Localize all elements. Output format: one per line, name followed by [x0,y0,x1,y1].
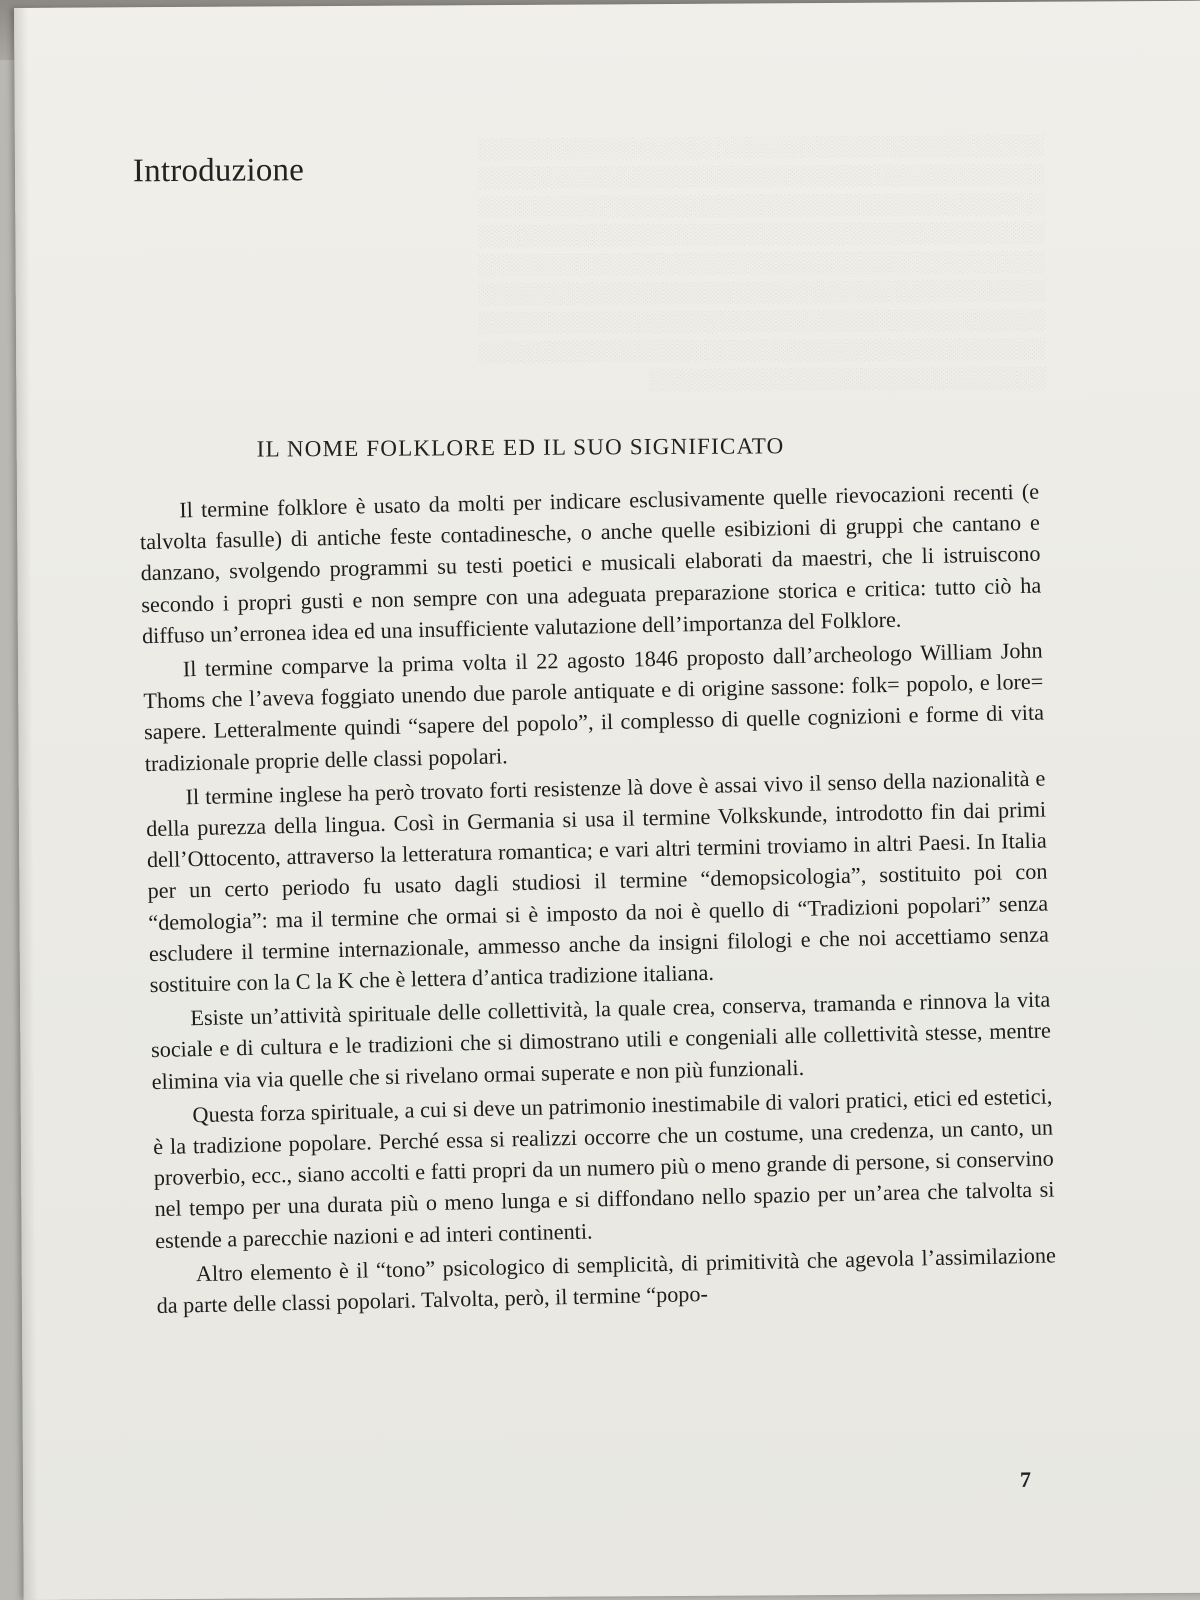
book-page [14,1,1200,1600]
paragraph: Questa forza spirituale, a cui si deve un patrimonio inestimabile di valori pratici, etici ed estetici, è la tradizione popolare. Perché essa si realizzi occorre che un costume, una credenza, un canto, un proverbio, ecc., siano accolti e fatti propri da un numero più o meno grande di persone, si conservino nel tempo per una durata più o meno lunga e si diffondano nello spazio per un’area che talvolta si estende a parecchie nazioni e ad interi continenti. [152,1083,1055,1253]
paragraph: Il termine comparve la prima volta il 22 agosto 1846 proposto dall’archeologo William John Thoms che l’aveva foggiato unendo due parole antiquate e di origine sassone: folk= popolo, e lore= sapere. Letteralmente quindi “sapere del popolo”, il complesso di quelle cognizioni e forme di vita tradizionale proprie delle classi popolari. [143,637,1045,776]
paragraph: Altro elemento è il “tono” psicologico di semplicità, di primitività che agevola l’assimilazione da parte delle classi popolari. Talvolta, però, il termine “popo- [156,1242,1057,1319]
paragraph: Il termine inglese ha però trovato forti resistenze là dove è assai vivo il senso della nazionalità e della purezza della lingua. Così in Germania si usa il termine Volkskunde, introdotto fin dai primi dell’Ottocento, attraverso la letteratura romantica; e vari altri termini troviamo in altri Paesi. In Italia per un certo periodo fu usato dagli studiosi il termine “demopsicologia”, sostituito poi con “demologia”: ma il termine che ormai si è imposto da noi è quello di “Tradizioni popolari” senza escludere il termine internazionale, ammesso anche da insigni filologi e che noi accettiamo senza sostituire con la C la K che è lettera d’antica tradizione italiana. [145,765,1050,998]
chapter-title: Introduzione [132,152,305,190]
page-number: 7 [1019,1466,1032,1492]
paragraph: Il termine folklore è usato da molti per indicare esclusivamente quelle rievocazioni recenti (e talvolta fasulle) di antiche feste contadinesche, o anche quelle esibizioni di gruppi che cantano e danzano, svolgendo programmi su testi poetici e musicali elaborati da maestri, che li istruiscono secondo i propri gusti e non sempre con una adeguata preparazione storica e critica: tutto ciò ha diffuso un’erronea idea ed una insufficiente valutazione dell’importanza del Folklore. [139,478,1042,649]
section-heading: IL NOME FOLKLORE ED IL SUO SIGNIFICATO [256,433,785,462]
body-text [139,476,1057,1325]
show-through-text: ░░░░░░░░░░░░░░░░░░░░░░░░░░░░░░░░░░░░░░░░ ░░░░░░░░░░░░░░░░░░░░░░░░░░░░░░░░░░░░░░░░ ░░░░░░░░░░░░░░░░░░░░░░░░░░░░░░░░░░░░░░░░ ░░░░░░░░░░░░░░░░░░░░░░░░░░░░░░░░░░░░░░░░ ░░░░░░░░░░░░░░░░░░░░░░░░░░░░░░░░░░░░░░░░ ░░░░░░░░░░░░░░░░░░░░░░░░░░░░░░░░░░░░░░░░ ░░░░░░░░░░░░░░░░░░░░░░░░░░░░░░░░░░░░░░░░ ░░░░░░░░░░░░░░░░░░░░░░░░░░░░░░░░░░░░░░░░ ░░░░░░░░░░░░░░░░░░░░░░░░░░░░ [478,134,1047,392]
paragraph: Esiste un’attività spirituale delle collettività, la quale crea, conserva, tramanda e rinnova la vita sociale e di cultura e le tradizioni che si dimostrano utili e congeniali alle collettività stesse, mentre elimina via via quelle che si rivelano ormai superate e non più funzionali. [150,986,1052,1094]
